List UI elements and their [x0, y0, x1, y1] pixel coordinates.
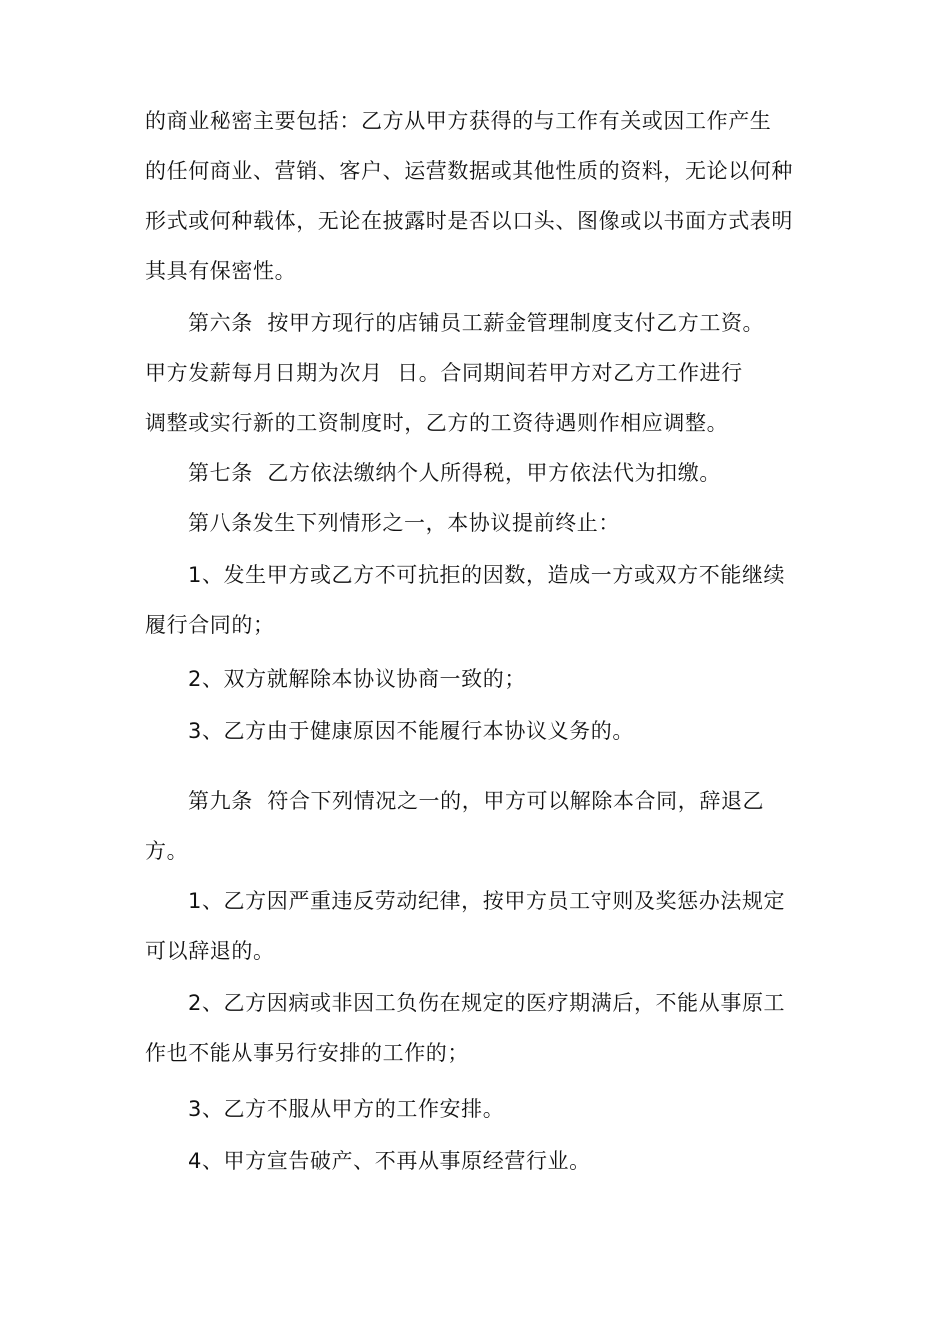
text-line: 的商业秘密主要包括：乙方从甲方获得的与工作有关或因工作产生 [145, 109, 772, 133]
text-line: 调整或实行新的工资制度时，乙方的工资待遇则作相应调整。 [145, 411, 729, 435]
text-line: 其具有保密性。 [145, 259, 297, 283]
list-item: 1、发生甲方或乙方不可抗拒的因数，造成一方或双方不能继续 [188, 563, 786, 587]
article-8-heading: 第八条发生下列情形之一，本协议提前终止： [188, 511, 620, 535]
list-item: 3、乙方不服从甲方的工作安排。 [188, 1097, 505, 1121]
article-9-heading: 第九条 符合下列情况之一的，甲方可以解除本合同，辞退乙 [188, 789, 765, 813]
list-item: 2、双方就解除本协议协商一致的； [188, 667, 526, 691]
text-line: 作也不能从事另行安排的工作的； [145, 1041, 469, 1065]
text-line: 履行合同的； [145, 613, 275, 637]
text-line: 甲方发薪每月日期为次月 日。合同期间若甲方对乙方工作进行 [145, 361, 743, 385]
list-item: 2、乙方因病或非因工负伤在规定的医疗期满后，不能从事原工 [188, 991, 786, 1015]
article-6-heading: 第六条 按甲方现行的店铺员工薪金管理制度支付乙方工资。 [188, 311, 765, 335]
text-line: 形式或何种载体，无论在披露时是否以口头、图像或以书面方式表明 [145, 209, 793, 233]
article-7-heading: 第七条 乙方依法缴纳个人所得税，甲方依法代为扣缴。 [188, 461, 721, 485]
text-line: 可以辞退的。 [145, 939, 275, 963]
list-item: 4、甲方宣告破产、不再从事原经营行业。 [188, 1149, 591, 1173]
list-item: 1、乙方因严重违反劳动纪律，按甲方员工守则及奖惩办法规定 [188, 889, 786, 913]
text-line: 的任何商业、营销、客户、运营数据或其他性质的资料，无论以何种 [145, 159, 793, 183]
text-line: 方。 [145, 839, 189, 863]
list-item: 3、乙方由于健康原因不能履行本协议义务的。 [188, 719, 634, 743]
